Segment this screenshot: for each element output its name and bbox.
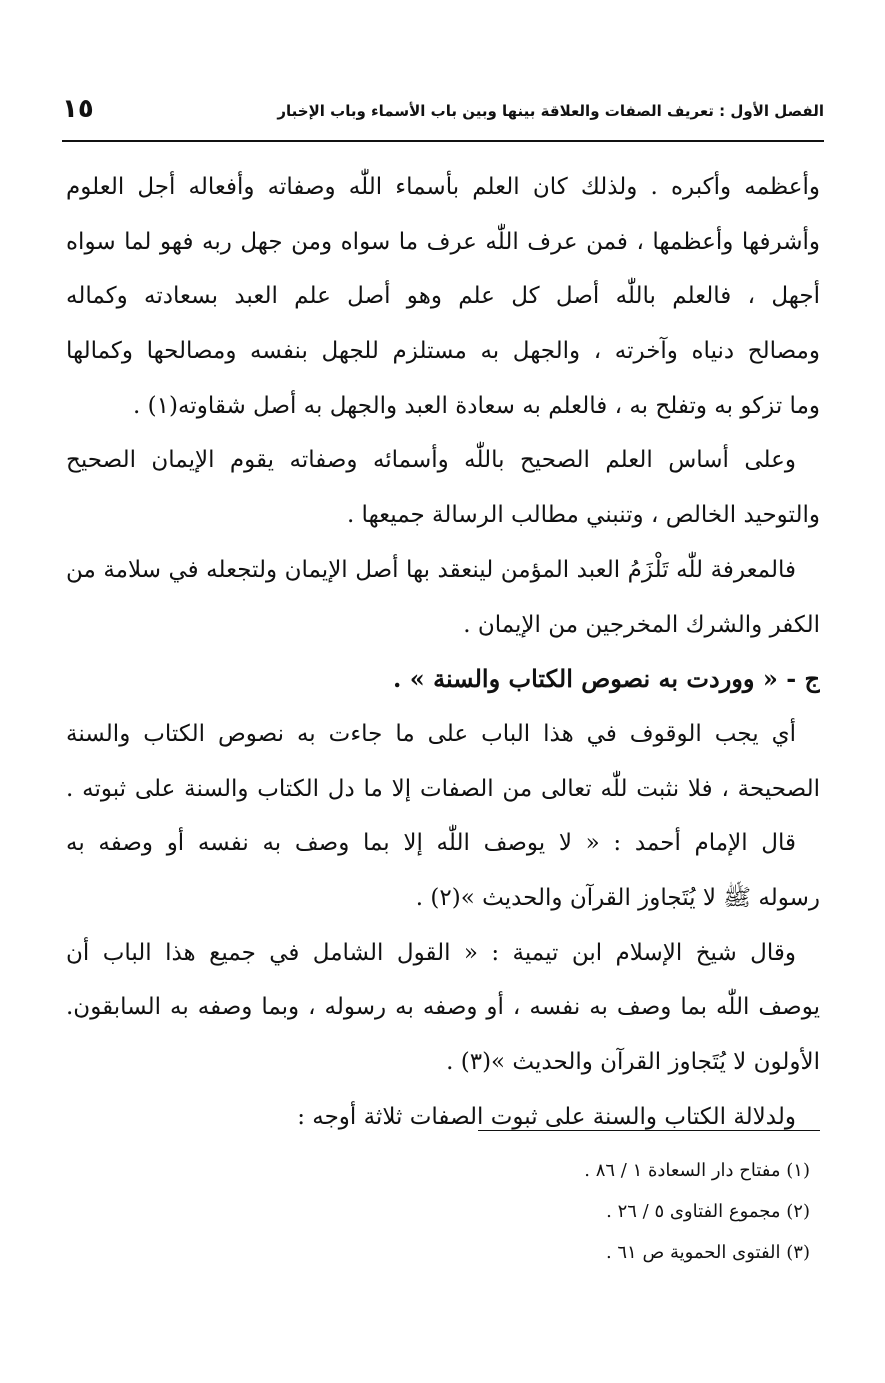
text-line: ولدلالة الكتاب والسنة على ثبوت الصفات ثلاثة أوجه : [297, 1103, 796, 1130]
text-line: والتوحيد الخالص ، وتنبني مطالب الرسالة جميعها . [346, 502, 820, 529]
text-line: رسوله ﷺ لا يُتَجاوز القرآن والحديث »(٢) . [415, 884, 820, 911]
page-number: ١٥ [62, 94, 94, 124]
footnote-divider [478, 1130, 820, 1131]
section-heading: ج - « ووردت به نصوص الكتاب والسنة » . [393, 664, 820, 694]
text-line: الأولون لا يُتَجاوز القرآن والحديث »(٣) . [446, 1049, 820, 1075]
footnotes [380, 1150, 810, 1273]
header-divider [62, 140, 824, 142]
text-line: أي يجب الوقوف في هذا الباب على ما جاءت به نصوص الكتاب والسنة [66, 720, 796, 747]
text-line: الصحيحة ، فلا نثبت للّٰه تعالى من الصفات إلا ما دل الكتاب والسنة على ثبوته . [66, 775, 820, 802]
running-header [62, 94, 824, 138]
text-line: أجهل ، فالعلم باللّٰه أصل كل علم وهو أصل علم العبد بسعادته وكماله [66, 283, 820, 310]
text-line: يوصف اللّٰه بما وصف به نفسه ، أو وصفه به رسوله ، وبما وصفه به السابقون. [66, 994, 820, 1021]
footnote: (١) مفتاح دار السعادة ١ / ٨٦ . [584, 1160, 810, 1181]
text-line: وما تزكو به وتفلح به ، فالعلم به سعادة العبد والجهل به أصل شقاوته(١) . [133, 392, 820, 419]
text-line: ومصالح دنياه وآخرته ، والجهل به مستلزم للجهل بنفسه ومصالحها وكمالها [66, 338, 820, 365]
text-line: الكفر والشرك المخرجين من الإيمان . [463, 611, 820, 638]
text-line: وقال شيخ الإسلام ابن تيمية : « القول الشامل في جميع هذا الباب أن [66, 939, 796, 966]
footnote: (٣) الفتوى الحموية ص ٦١ . [605, 1242, 810, 1263]
chapter-title: الفصل الأول : تعريف الصفات والعلاقة بينها وبين باب الأسماء وباب الإخبار [277, 102, 824, 120]
text-line: وأشرفها وأعظمها ، فمن عرف اللّٰه عرف ما سواه ومن جهل ربه فهو لما سواه [66, 228, 820, 255]
text-line: فالمعرفة للّٰه تَلْزَمُ العبد المؤمن لينعقد بها أصل الإيمان ولتجعله في سلامة من [66, 556, 796, 583]
text-line: وعلى أساس العلم الصحيح باللّٰه وأسمائه وصفاته يقوم الإيمان الصحيح [66, 447, 796, 474]
text-line: وأعظمه وأكبره . ولذلك كان العلم بأسماء اللّٰه وصفاته وأفعاله أجل العلوم [66, 174, 820, 200]
main-text [66, 160, 820, 1144]
footnote: (٢) مجموع الفتاوى ٥ / ٢٦ . [606, 1201, 810, 1222]
text-line: قال الإمام أحمد : « لا يوصف اللّٰه إلا بما وصف به نفسه أو وصفه به [66, 830, 796, 857]
